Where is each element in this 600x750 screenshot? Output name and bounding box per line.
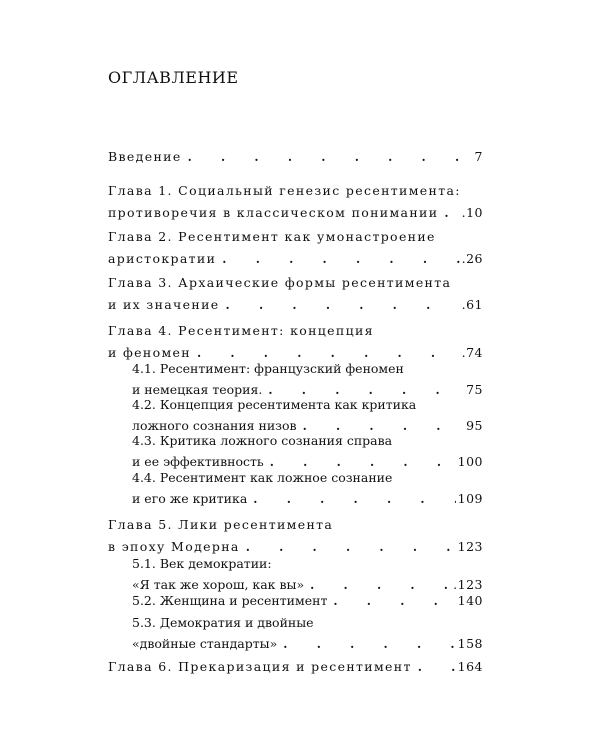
toc-entry-title: 4.4. Ресентимент как ложное сознание xyxy=(132,470,393,485)
toc-entry-title: Глава 3. Архаические формы ресентимента xyxy=(108,275,452,290)
toc-entry-title: 4.1. Ресентимент: французский феномен xyxy=(132,361,404,376)
page-number: 164 xyxy=(457,659,483,674)
toc-entry-title: 5.3. Демократия и двойные xyxy=(132,615,314,630)
toc-entry-title: Глава 1. Социальный генезис ресентимента: xyxy=(108,183,461,198)
page-number: 158 xyxy=(457,636,483,651)
toc-entry-title: Глава 2. Ресентимент как умонастроение xyxy=(108,229,436,244)
dot-leader xyxy=(188,146,473,168)
toc-entry-section-4-3[interactable] xyxy=(132,430,483,472)
toc-entry-title-cont: «двойные стандарты» xyxy=(132,636,278,651)
toc-entry-title-cont: и немецкая теория. xyxy=(132,382,263,397)
toc-entry-title: 4.3. Критика ложного сознания справа xyxy=(132,433,393,448)
page-number: 95 xyxy=(466,418,483,433)
toc-entry-title-cont: аристократии xyxy=(108,251,217,266)
page-number: .10 xyxy=(461,205,483,220)
toc-entry-title: 5.2. Женщина и ресентимент xyxy=(132,593,328,608)
page-number: 75 xyxy=(466,382,483,397)
toc-entry-title-cont: и их значение xyxy=(108,297,220,312)
toc-entry-title-cont: и его же критика xyxy=(132,491,248,506)
toc-entry-chapter-6[interactable] xyxy=(108,656,483,678)
dot-leader xyxy=(253,488,455,510)
toc-entry-title: Глава 4. Ресентимент: концепция xyxy=(108,323,374,338)
toc-entry-section-5-2[interactable] xyxy=(132,590,483,611)
dot-leader xyxy=(226,294,460,316)
dot-leader xyxy=(444,202,459,224)
toc-entry-title-cont: и ее эффективность xyxy=(132,454,264,469)
dot-leader xyxy=(418,656,456,678)
page-number: 100 xyxy=(457,454,483,469)
page-number: .26 xyxy=(461,251,483,266)
page-number: 123 xyxy=(457,539,483,554)
page-number: .74 xyxy=(461,345,483,360)
toc-entry-section-5-3[interactable] xyxy=(132,612,483,654)
toc-entry-title: Глава 5. Лики ресентимента xyxy=(108,517,334,532)
toc-entry-chapter-1[interactable] xyxy=(108,180,483,224)
dot-leader xyxy=(333,590,455,612)
toc-entry-chapter-2[interactable] xyxy=(108,226,483,270)
toc-entry-title-cont: и феномен xyxy=(108,345,191,360)
toc-entry-title-cont: в эпоху Модерна xyxy=(108,539,240,554)
toc-entry-title-cont: противоречия в классическом понимании xyxy=(108,205,439,220)
toc-entry-section-4-4[interactable] xyxy=(132,467,483,509)
page-number: .61 xyxy=(461,297,483,312)
toc-entry-chapter-5[interactable] xyxy=(108,514,483,558)
toc-entry-title-cont: ложного сознания низов xyxy=(132,418,297,433)
toc-entry-intro[interactable] xyxy=(108,146,483,168)
page-number: .123 xyxy=(453,577,483,592)
toc-entry-title: Глава 6. Прекаризация и ресентимент xyxy=(108,659,412,674)
dot-leader xyxy=(283,633,455,655)
toc-entry-title: 5.1. Век демократии: xyxy=(132,556,272,571)
toc-entry-title-cont: «Я так же хорош, как вы» xyxy=(132,577,305,592)
toc-entry-title: Введение xyxy=(108,149,182,164)
page-title: ОГЛАВЛЕНИЕ xyxy=(108,68,239,87)
toc-entry-chapter-3[interactable] xyxy=(108,272,483,316)
toc-entry-section-5-1[interactable] xyxy=(132,553,483,595)
page-number: 109 xyxy=(457,491,483,506)
page-number: 140 xyxy=(457,593,483,608)
dot-leader xyxy=(222,248,459,270)
page-number: 7 xyxy=(474,149,483,164)
toc-entry-title: 4.2. Концепция ресентимента как критика xyxy=(132,397,417,412)
